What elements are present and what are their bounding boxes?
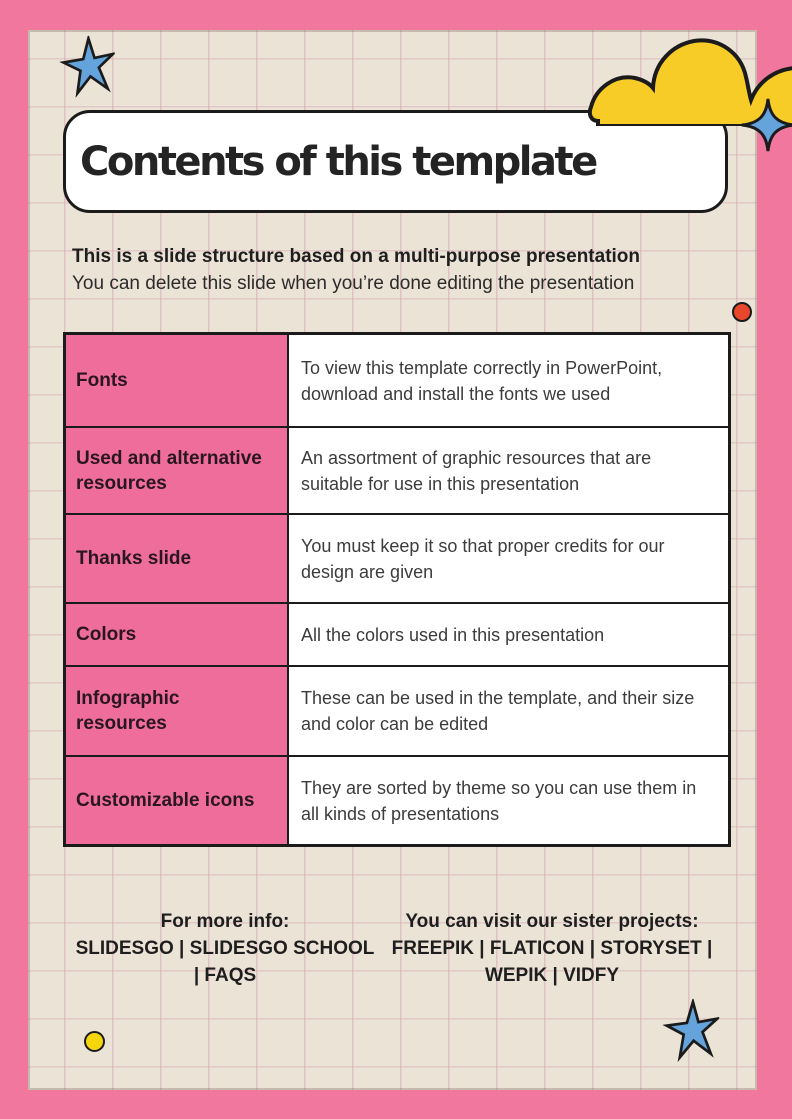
contents-table xyxy=(63,332,731,847)
footer-info-links-line2[interactable]: | FAQS xyxy=(193,965,257,986)
row-label: Infographic resources xyxy=(66,667,289,755)
row-description: These can be used in the template, and their size and color can be edited xyxy=(301,688,695,734)
yellow-dot-icon xyxy=(84,1031,105,1052)
star-top-left-icon xyxy=(57,33,119,99)
row-label: Used and alternative resources xyxy=(66,428,289,513)
table-row xyxy=(66,428,728,515)
row-description: All the colors used in this presentation xyxy=(301,624,605,645)
table-row xyxy=(66,667,728,757)
footer-more-info xyxy=(60,908,390,989)
sparkle-icon xyxy=(741,98,792,152)
footer-sister-heading: You can visit our sister projects: xyxy=(405,911,699,932)
star-bottom-right-icon xyxy=(661,997,722,1063)
page-title: Contents of this template xyxy=(80,138,596,185)
footer-info-heading: For more info: xyxy=(160,911,290,932)
row-description: To view this template correctly in PowerPoint, download and install the fonts we used xyxy=(301,357,663,404)
footer-info-links-line1[interactable]: SLIDESGO | SLIDESGO SCHOOL xyxy=(75,938,375,959)
row-label: Thanks slide xyxy=(66,515,289,602)
footer-sister-links-line1[interactable]: FREEPIK | FLATICON | STORYSET | xyxy=(391,938,713,959)
table-row xyxy=(66,335,728,428)
footer-sister-links-line2[interactable]: WEPIK | VIDFY xyxy=(484,965,620,986)
row-description: They are sorted by theme so you can use them in all kinds of presentations xyxy=(301,777,697,824)
row-label: Colors xyxy=(66,604,289,665)
footer-sister-projects xyxy=(382,908,722,989)
table-row xyxy=(66,757,728,844)
row-label: Fonts xyxy=(66,335,289,426)
row-description: You must keep it so that proper credits for our design are given xyxy=(301,535,665,582)
row-label: Customizable icons xyxy=(66,757,289,844)
subtitle-regular: You can delete this slide when you’re done editing the presentation xyxy=(72,273,635,294)
table-row xyxy=(66,604,728,667)
row-description: An assortment of graphic resources that are suitable for use in this presentation xyxy=(301,447,652,494)
table-row xyxy=(66,515,728,604)
red-dot-icon xyxy=(732,302,752,322)
subtitle-bold: This is a slide structure based on a multi-purpose presentation xyxy=(72,246,641,267)
